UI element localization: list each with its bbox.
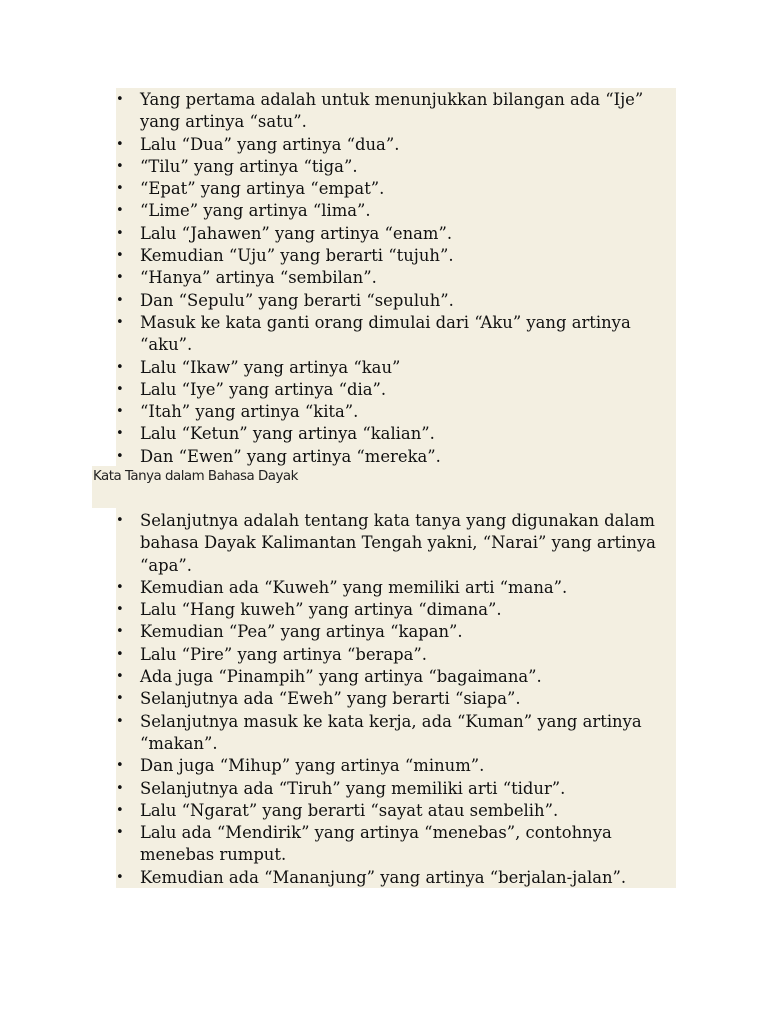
list-item: • Kemudian “Uju” yang berarti “tujuh”. xyxy=(116,245,676,267)
list-item: • “Tilu” yang artinya “tiga”. xyxy=(116,156,676,178)
list-item: • “Hanya” artinya “sembilan”. xyxy=(116,267,676,289)
list-item: • Lalu “Jahawen” yang artinya “enam”. xyxy=(116,223,676,245)
list-item: • Lalu “Ikaw” yang artinya “kau” xyxy=(116,357,676,379)
list-item: • “Itah” yang artinya “kita”. xyxy=(116,401,676,423)
list-item: • “Epat” yang artinya “empat”. xyxy=(116,178,676,200)
list-item: • Selanjutnya ada “Tiruh” yang memiliki arti “tidur”. xyxy=(116,778,676,800)
list-item: • Yang pertama adalah untuk menunjukkan bilangan ada “Ije” yang artinya “satu”. xyxy=(116,89,676,134)
list-item: • Selanjutnya ada “Eweh” yang berarti “siapa”. xyxy=(116,688,676,710)
list-item: • Kemudian ada “Kuweh” yang memiliki arti “mana”. xyxy=(116,577,676,599)
list-item: • Lalu “Hang kuweh” yang artinya “dimana”. xyxy=(116,599,676,621)
section-heading: Kata Tanya dalam Bahasa Dayak xyxy=(93,469,298,484)
list-item: • Masuk ke kata ganti orang dimulai dari “Aku” yang artinya “aku”. xyxy=(116,312,676,357)
list-item: • Lalu “Ngarat” yang berarti “sayat atau sembelih”. xyxy=(116,800,676,822)
bullet-list-question-words-verbs xyxy=(116,510,676,889)
list-item: • Kemudian ada “Mananjung” yang artinya “berjalan-jalan”. xyxy=(116,867,676,889)
bullet-list-numbers-pronouns xyxy=(116,89,676,468)
list-item: • Kemudian “Pea” yang artinya “kapan”. xyxy=(116,621,676,643)
list-item: • Selanjutnya adalah tentang kata tanya yang digunakan dalam bahasa Dayak Kalimantan Tengah yakni, “Narai” yang artinya “apa”. xyxy=(116,510,676,577)
list-item: • Lalu “Dua” yang artinya “dua”. xyxy=(116,134,676,156)
list-item: • Lalu “Iye” yang artinya “dia”. xyxy=(116,379,676,401)
list-item: • Lalu “Pire” yang artinya “berapa”. xyxy=(116,644,676,666)
list-item: • Ada juga “Pinampih” yang artinya “bagaimana”. xyxy=(116,666,676,688)
list-item: • Lalu ada “Mendirik” yang artinya “menebas”, contohnya menebas rumput. xyxy=(116,822,676,867)
list-item: • Dan juga “Mihup” yang artinya “minum”. xyxy=(116,755,676,777)
list-item: • Selanjutnya masuk ke kata kerja, ada “Kuman” yang artinya “makan”. xyxy=(116,711,676,756)
list-item: • “Lime” yang artinya “lima”. xyxy=(116,200,676,222)
list-item: • Lalu “Ketun” yang artinya “kalian”. xyxy=(116,423,676,445)
list-item: • Dan “Ewen” yang artinya “mereka”. xyxy=(116,446,676,468)
list-item: • Dan “Sepulu” yang berarti “sepuluh”. xyxy=(116,290,676,312)
